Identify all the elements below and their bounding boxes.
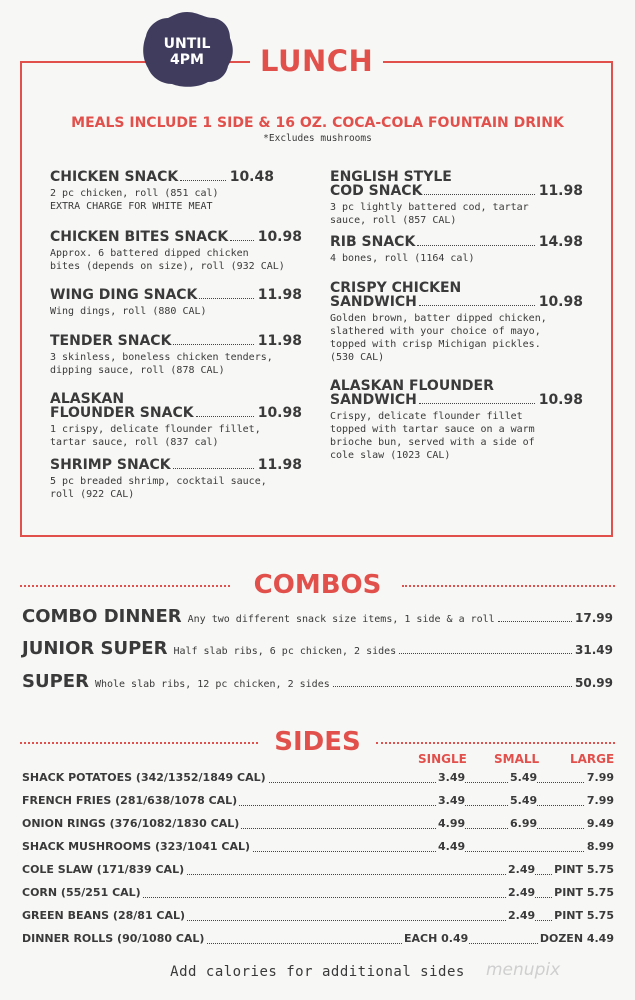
price-large: 7.99 bbox=[586, 794, 614, 807]
side-row bbox=[22, 771, 614, 787]
menu-item bbox=[50, 392, 302, 449]
meals-include-line: MEALS INCLUDE 1 SIDE & 16 OZ. COCA-COLA FOUNTAIN DRINK bbox=[71, 115, 564, 131]
item-description: 5 pc breaded shrimp, cocktail sauce, roll (922 CAL) bbox=[50, 476, 267, 500]
combos-header bbox=[20, 570, 615, 600]
lunch-title: LUNCH bbox=[250, 44, 383, 78]
side-name: GREEN BEANS (28/81 CAL) bbox=[22, 909, 186, 922]
item-price: 11.98 bbox=[257, 333, 302, 349]
combo-price: 31.49 bbox=[575, 643, 613, 657]
item-name: CHICKEN BITES SNACK bbox=[50, 229, 229, 245]
menu-item bbox=[330, 379, 583, 462]
item-price: 11.98 bbox=[538, 183, 583, 199]
item-name-line1: ENGLISH STYLE bbox=[330, 169, 452, 185]
item-description: Crispy, delicate flounder fillet topped with tartar sauce on a warm brioche bun, served with a side of cole slaw (1023 CAL) bbox=[330, 411, 535, 461]
item-name: WING DING SNACK bbox=[50, 287, 198, 303]
price-single: 4.49 bbox=[438, 840, 466, 853]
side-name: DINNER ROLLS (90/1080 CAL) bbox=[22, 932, 205, 945]
price-single: 3.49 bbox=[438, 771, 466, 784]
sides-title: SIDES bbox=[274, 727, 361, 757]
badge-line-2: 4PM bbox=[170, 52, 204, 68]
combo-price: 50.99 bbox=[575, 676, 613, 690]
side-name: FRENCH FRIES (281/638/1078 CAL) bbox=[22, 794, 238, 807]
side-row bbox=[22, 840, 614, 856]
combo-description: Whole slab ribs, 12 pc chicken, 2 sides bbox=[94, 679, 330, 690]
menu-item bbox=[50, 458, 302, 501]
excludes-note: *Excludes mushrooms bbox=[263, 133, 372, 144]
price-large: 7.99 bbox=[586, 771, 614, 784]
side-name: COLE SLAW (171/839 CAL) bbox=[22, 863, 185, 876]
item-description: 3 pc lightly battered cod, tartar sauce, roll (857 CAL) bbox=[330, 202, 529, 226]
combo-name: JUNIOR SUPER bbox=[22, 638, 168, 659]
item-description: 4 bones, roll (1164 cal) bbox=[330, 253, 475, 264]
item-name-line1: ALASKAN FLOUNDER bbox=[330, 378, 494, 394]
menu-item bbox=[50, 334, 302, 377]
side-name: ONION RINGS (376/1082/1830 CAL) bbox=[22, 817, 240, 830]
price-large: 8.99 bbox=[586, 840, 614, 853]
side-row bbox=[22, 886, 614, 902]
price-large: PINT 5.75 bbox=[554, 909, 614, 922]
item-name: SANDWICH bbox=[330, 392, 417, 408]
item-name: SANDWICH bbox=[330, 294, 417, 310]
price-single: 4.99 bbox=[438, 817, 466, 830]
price-small: 5.49 bbox=[510, 794, 538, 807]
item-price: 11.98 bbox=[257, 287, 302, 303]
item-description: Wing dings, roll (880 CAL) bbox=[50, 306, 207, 317]
price-large: PINT 5.75 bbox=[554, 886, 614, 899]
col-large: LARGE bbox=[570, 752, 615, 766]
item-name: FLOUNDER SNACK bbox=[50, 405, 194, 421]
combo-item bbox=[22, 671, 613, 692]
price-single: EACH 0.49 bbox=[404, 932, 469, 945]
price-large: 9.49 bbox=[586, 817, 614, 830]
price-small: 6.99 bbox=[510, 817, 538, 830]
menu-item bbox=[330, 281, 583, 364]
menu-item bbox=[50, 288, 302, 318]
item-name: SHRIMP SNACK bbox=[50, 457, 171, 473]
price-large: PINT 5.75 bbox=[554, 863, 614, 876]
combo-item bbox=[22, 606, 613, 627]
item-name-line1: ALASKAN bbox=[50, 391, 125, 407]
side-row bbox=[22, 932, 614, 948]
item-description: Golden brown, batter dipped chicken, slathered with your choice of mayo, topped with crisp Michigan pickles. (530 CAL) bbox=[330, 313, 547, 363]
sides-footer-note: Add calories for additional sides bbox=[170, 964, 465, 980]
item-price: 10.48 bbox=[229, 169, 274, 185]
price-small: 2.49 bbox=[508, 886, 536, 899]
item-description: Approx. 6 battered dipped chicken bites (depends on size), roll (932 CAL) bbox=[50, 248, 285, 272]
item-name: RIB SNACK bbox=[330, 234, 416, 250]
item-description: 3 skinless, boneless chicken tenders, dipping sauce, roll (878 CAL) bbox=[50, 352, 273, 376]
combo-description: Half slab ribs, 6 pc chicken, 2 sides bbox=[173, 646, 397, 657]
side-row bbox=[22, 817, 614, 833]
until-4pm-badge bbox=[138, 10, 236, 90]
combo-name: SUPER bbox=[22, 671, 89, 692]
combo-item bbox=[22, 638, 613, 659]
combo-description: Any two different snack size items, 1 side & a roll bbox=[187, 614, 495, 625]
item-price: 10.98 bbox=[257, 405, 302, 421]
price-single: 3.49 bbox=[438, 794, 466, 807]
side-name: SHACK MUSHROOMS (323/1041 CAL) bbox=[22, 840, 251, 853]
combo-price: 17.99 bbox=[575, 611, 613, 625]
menu-item bbox=[50, 170, 274, 213]
item-price: 11.98 bbox=[257, 457, 302, 473]
side-row bbox=[22, 909, 614, 925]
col-small: SMALL bbox=[494, 752, 540, 766]
item-price: 10.98 bbox=[257, 229, 302, 245]
watermark: menupix bbox=[486, 960, 561, 980]
combos-title: COMBOS bbox=[253, 570, 382, 600]
item-name-line1: CRISPY CHICKEN bbox=[330, 280, 462, 296]
menu-item bbox=[330, 235, 583, 265]
price-small: 2.49 bbox=[508, 909, 536, 922]
item-price: 10.98 bbox=[538, 294, 583, 310]
item-description: 1 crispy, delicate flounder fillet, tartar sauce, roll (837 cal) bbox=[50, 424, 261, 448]
item-description: 2 pc chicken, roll (851 cal) EXTRA CHARGE FOR WHITE MEAT bbox=[50, 188, 219, 212]
item-name: TENDER SNACK bbox=[50, 333, 172, 349]
side-row bbox=[22, 863, 614, 879]
combo-name: COMBO DINNER bbox=[22, 606, 182, 627]
item-price: 10.98 bbox=[538, 392, 583, 408]
price-small: 2.49 bbox=[508, 863, 536, 876]
item-name: CHICKEN SNACK bbox=[50, 169, 179, 185]
side-name: SHACK POTATOES (342/1352/1849 CAL) bbox=[22, 771, 266, 784]
menu-item bbox=[330, 170, 583, 227]
col-single: SINGLE bbox=[418, 752, 467, 766]
menu-item bbox=[50, 230, 302, 273]
side-row bbox=[22, 794, 614, 810]
item-price: 14.98 bbox=[538, 234, 583, 250]
price-small: 5.49 bbox=[510, 771, 538, 784]
item-name: COD SNACK bbox=[330, 183, 423, 199]
side-name: CORN (55/251 CAL) bbox=[22, 886, 141, 899]
price-large: DOZEN 4.49 bbox=[539, 932, 614, 945]
badge-line-1: UNTIL bbox=[163, 36, 211, 52]
